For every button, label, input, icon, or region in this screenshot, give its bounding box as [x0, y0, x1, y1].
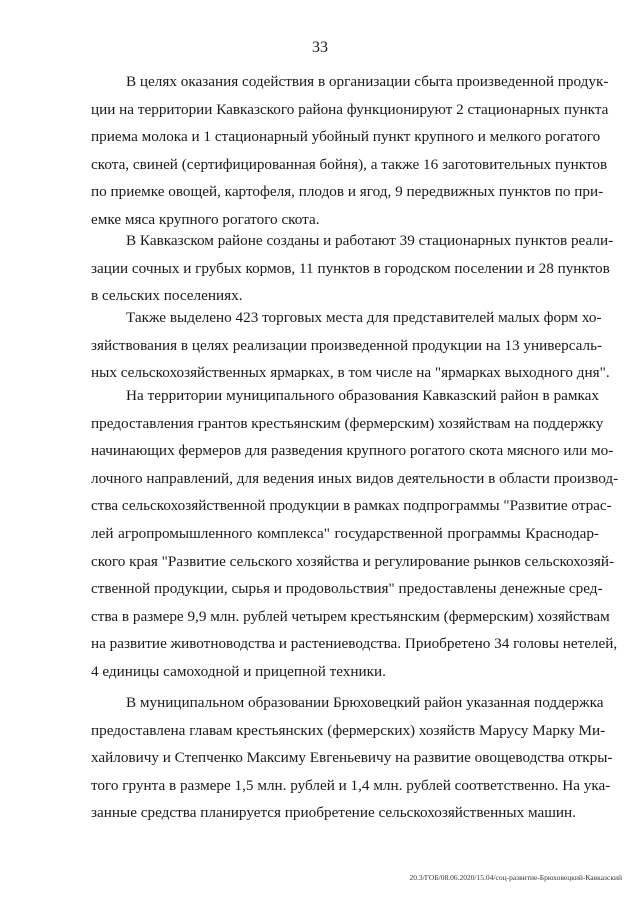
text-line: Также выделено 423 торговых места для представителей малых форм хо-	[126, 309, 602, 326]
text-line: предоставлена главам крестьянских (фермерских) хозяйств Марусу Марку Ми-	[91, 721, 606, 739]
text-line: скота, свиней (сертифицированная бойня), а также 16 заготовительных пунктов	[91, 155, 608, 173]
text-line: хайловичу и Степченко Максиму Евгеньевичу на развитие овощеводства откры-	[91, 749, 613, 767]
document-footer-code: 20.3/ГОБ/08.06.2020/15.04/соц-развитие-Брюховецкий-Кавказский	[409, 873, 622, 882]
text-line: ции на территории Кавказского района функционируют 2 стационарных пункта	[91, 100, 609, 118]
text-line: лей агропромышленного комплекса" государственной программы Краснодар-	[91, 524, 599, 542]
text-line: того грунта в размере 1,5 млн. рублей и 1,4 млн. рублей соответственно. На ука-	[91, 776, 611, 794]
text-line: емке мяса крупного рогатого скота.	[91, 210, 320, 228]
paragraph-trade-places	[91, 304, 610, 387]
text-line: На территории муниципального образования Кавказский район в рамках	[126, 387, 599, 404]
text-line: лочного направлений, для ведения иных видов деятельности в области производ-	[91, 469, 619, 487]
text-line: приема молока и 1 стационарный убойный пункт крупного и мелкого рогатого	[91, 128, 601, 146]
text-line: ных сельскохозяйственных ярмарках, в том числе на "ярмарках выходного дня".	[91, 364, 610, 382]
text-line: ства сельскохозяйственной продукции в рамках подпрограммы "Развитие отрас-	[91, 497, 612, 515]
text-line: в сельских поселениях.	[91, 287, 243, 305]
text-line: ства в размере 9,9 млн. рублей четырем крестьянским (фермерским) хозяйствам	[91, 607, 610, 625]
text-line: начинающих фермеров для разведения крупного рогатого скота мясного или мо-	[91, 442, 614, 460]
text-line: по приемке овощей, картофеля, плодов и ягод, 9 передвижных пунктов по при-	[91, 183, 604, 201]
text-line: ственной продукции, сырья и продовольствия" предоставлены денежные сред-	[91, 580, 603, 598]
text-line: занные средства планируется приобретение сельскохозяйственных машин.	[91, 804, 576, 822]
paragraph-bryukhovetsky-support	[91, 689, 613, 827]
text-line: В муниципальном образовании Брюховецкий район указанная поддержка	[126, 694, 604, 711]
text-line: ского края "Развитие сельского хозяйства и регулирование рынков сельскохозяй-	[91, 552, 615, 570]
paragraph-grants-kavkazsky	[91, 382, 619, 686]
text-line: В целях оказания содействия в организации сбыта произведенной продук-	[126, 73, 609, 90]
paragraph-sales-support	[91, 68, 609, 234]
text-line: 4 единицы самоходной и прицепной техники.	[91, 662, 386, 680]
text-line: на развитие животноводства и растениеводства. Приобретено 34 головы нетелей,	[91, 635, 618, 653]
paragraph-feed-points	[91, 227, 614, 310]
text-line: В Кавказском районе созданы и работают 39 стационарных пунктов реали-	[126, 232, 614, 249]
text-line: предоставления грантов крестьянским (фермерским) хозяйствам на поддержку	[91, 414, 604, 432]
text-line: зации сочных и грубых кормов, 11 пунктов в городском поселении и 28 пунктов	[91, 259, 610, 277]
text-line: зяйствования в целях реализации произведенной продукции на 13 универсаль-	[91, 336, 603, 354]
page-number: 33	[312, 39, 328, 56]
